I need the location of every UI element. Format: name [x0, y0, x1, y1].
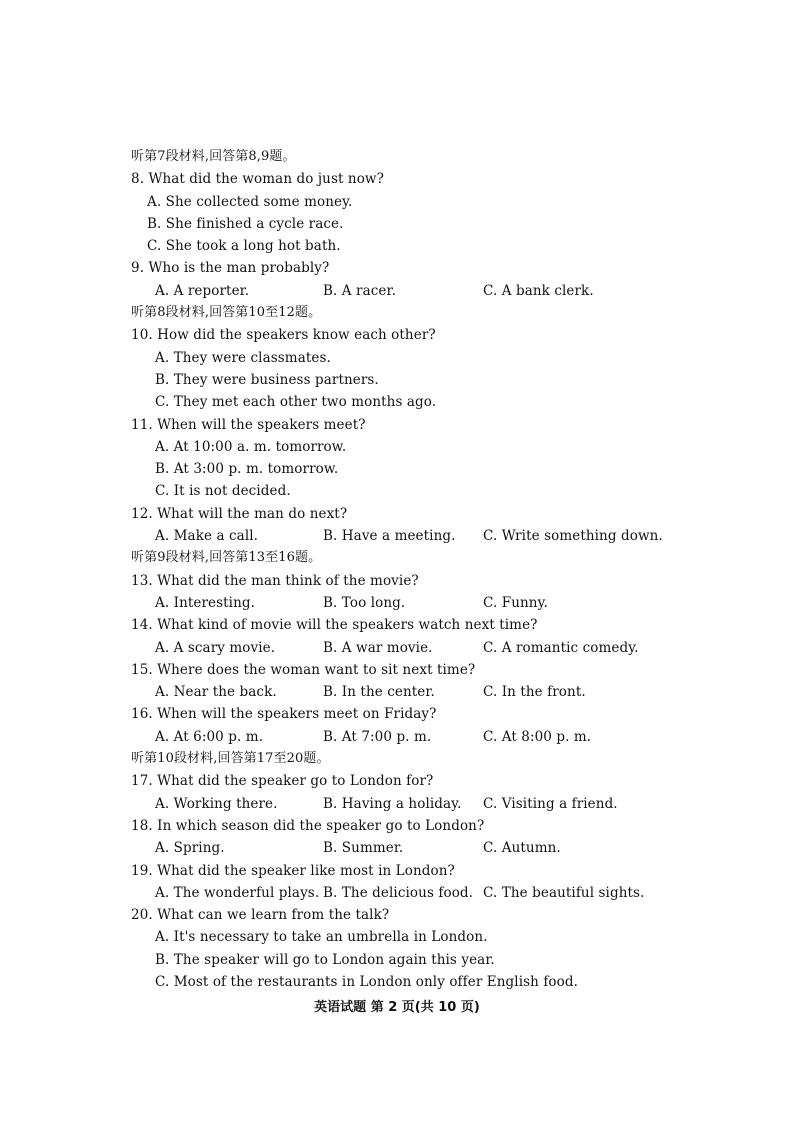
section-instruction: 听第9段材料,回答第13至16题。 — [131, 550, 322, 566]
answer-option: B. A war movie. — [323, 639, 433, 656]
answer-option: C. Write something down. — [483, 528, 663, 545]
answer-option: A. A scary movie. — [155, 639, 276, 656]
question-stem: 13. What did the man think of the movie? — [131, 572, 419, 589]
answer-option: A. A reporter. — [155, 282, 250, 299]
question-stem: 12. What will the man do next? — [131, 505, 348, 522]
option-row — [131, 882, 771, 904]
question-stem: 17. What did the speaker go to London for? — [131, 773, 434, 790]
option-row — [131, 726, 771, 748]
answer-option: B. At 3:00 p. m. tomorrow. — [155, 461, 339, 478]
answer-option: B. At 7:00 p. m. — [323, 728, 432, 745]
page-footer: 英语试题 第 2 页(共 10 页) — [314, 1000, 480, 1015]
answer-option: A. Make a call. — [155, 528, 259, 545]
answer-option: C. A romantic comedy. — [483, 639, 639, 656]
answer-option: B. They were business partners. — [155, 371, 379, 388]
answer-option: C. She took a long hot bath. — [147, 238, 341, 255]
answer-option: C. Autumn. — [483, 840, 561, 857]
answer-option: A. Near the back. — [155, 684, 277, 701]
question-stem: 8. What did the woman do just now? — [131, 171, 384, 188]
answer-option: B. Summer. — [323, 840, 404, 857]
answer-option: B. A racer. — [323, 282, 396, 299]
option-row — [131, 592, 771, 614]
option-row — [131, 525, 771, 547]
question-stem: 18. In which season did the speaker go to London? — [131, 817, 485, 834]
answer-option: B. She finished a cycle race. — [147, 215, 344, 232]
answer-option: C. At 8:00 p. m. — [483, 728, 592, 745]
answer-option: A. It's necessary to take an umbrella in London. — [155, 929, 488, 946]
answer-option: A. They were classmates. — [155, 349, 331, 366]
answer-option: A. At 6:00 p. m. — [155, 728, 264, 745]
answer-option: A. Interesting. — [155, 594, 256, 611]
answer-option: B. Too long. — [323, 594, 406, 611]
option-row — [131, 637, 771, 659]
option-row — [131, 837, 771, 859]
answer-option: A. She collected some money. — [147, 193, 353, 210]
answer-option: C. Visiting a friend. — [483, 795, 618, 812]
section-instruction: 听第10段材料,回答第17至20题。 — [131, 751, 330, 767]
answer-option: C. In the front. — [483, 684, 586, 701]
answer-option: C. The beautiful sights. — [483, 884, 645, 901]
answer-option: A. At 10:00 a. m. tomorrow. — [155, 438, 347, 455]
question-stem: 11. When will the speakers meet? — [131, 416, 366, 433]
answer-option: C. They met each other two months ago. — [155, 394, 437, 411]
answer-option: B. The delicious food. — [323, 884, 474, 901]
question-stem: 9. Who is the man probably? — [131, 260, 330, 277]
section-instruction: 听第8段材料,回答第10至12题。 — [131, 305, 322, 321]
answer-option: C. Most of the restaurants in London only offer English food. — [155, 973, 579, 990]
answer-option: A. Spring. — [155, 840, 225, 857]
question-stem: 16. When will the speakers meet on Friday? — [131, 706, 437, 723]
answer-option: B. The speaker will go to London again this year. — [155, 951, 495, 968]
question-stem: 14. What kind of movie will the speakers watch next time? — [131, 617, 538, 634]
answer-option: B. Having a holiday. — [323, 795, 462, 812]
question-stem: 20. What can we learn from the talk? — [131, 907, 390, 924]
answer-option: A. Working there. — [155, 795, 278, 812]
question-stem: 10. How did the speakers know each other? — [131, 327, 436, 344]
option-row — [131, 681, 771, 703]
answer-option: B. Have a meeting. — [323, 528, 456, 545]
question-stem: 19. What did the speaker like most in London? — [131, 862, 455, 879]
answer-option: A. The wonderful plays. — [155, 884, 320, 901]
answer-option: B. In the center. — [323, 684, 435, 701]
answer-option: C. It is not decided. — [155, 483, 291, 500]
option-row — [131, 793, 771, 815]
answer-option: C. A bank clerk. — [483, 282, 594, 299]
option-row — [131, 280, 771, 302]
question-list — [131, 146, 771, 993]
answer-option: C. Funny. — [483, 594, 548, 611]
question-stem: 15. Where does the woman want to sit next time? — [131, 661, 476, 678]
section-instruction: 听第7段材料,回答第8,9题。 — [131, 149, 296, 164]
